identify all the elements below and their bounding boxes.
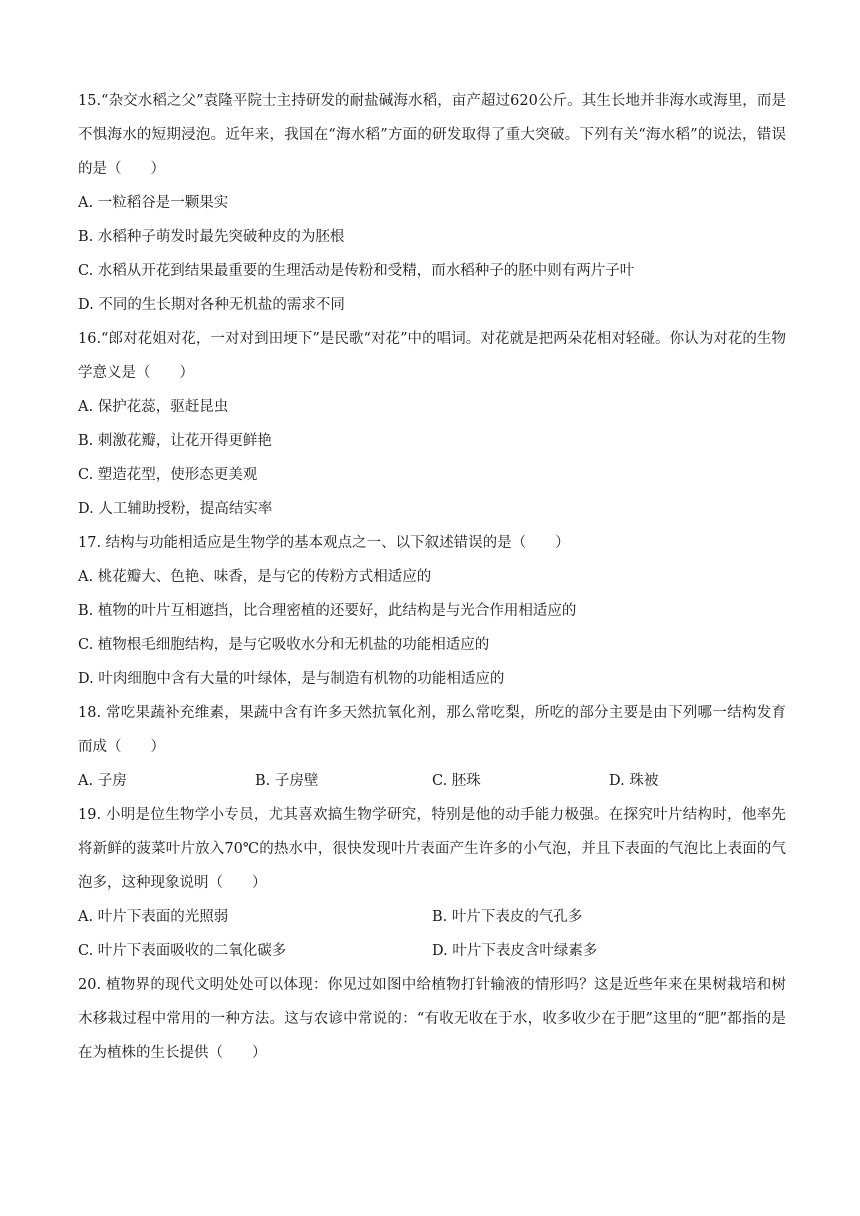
option-c: C. 水稻从开花到结果最重要的生理活动是传粉和受精，而水稻种子的胚中则有两片子叶: [78, 263, 635, 279]
option-d: D. 叶肉细胞中含有大量的叶绿体，是与制造有机物的功能相适应的: [78, 671, 505, 687]
options-row: [78, 764, 786, 798]
option-a: A. 保护花蕊，驱赶昆虫: [78, 399, 229, 415]
question-20: [78, 968, 786, 1070]
option-a: A. 桃花瓣大、色艳、味香，是与它的传粉方式相适应的: [78, 569, 432, 585]
option-d: D. 珠被: [609, 773, 659, 789]
question-stem: 15.“杂交水稻之父”袁隆平院士主持研发的耐盐碱海水稻，亩产超过620公斤。其生长地并非海水或海里，而是不惧海水的短期浸泡。近年来，我国在“海水稻”方面的研发取得了重大突破。下列有关“海水稻”的说法，错误的是（ ）: [78, 93, 786, 177]
option-b: B. 水稻种子萌发时最先突破种皮的为胚根: [78, 229, 345, 245]
question-15: [78, 84, 786, 322]
question-stem: 16.“郎对花姐对花，一对对到田埂下”是民歌“对花”中的唱词。对花就是把两朵花相对轻碰。你认为对花的生物学意义是（ ）: [78, 331, 786, 381]
option-a: A. 子房: [78, 773, 127, 789]
option-d: D. 人工辅助授粉，提高结实率: [78, 501, 273, 517]
question-18: [78, 696, 786, 798]
option-c: C. 叶片下表面吸收的二氧化碳多: [78, 943, 287, 959]
question-16: [78, 322, 786, 526]
option-c: C. 塑造花型，使形态更美观: [78, 467, 258, 483]
question-17: [78, 526, 786, 696]
option-c: C. 胚珠: [432, 773, 481, 789]
question-stem: 20. 植物界的现代文明处处可以体现：你见过如图中给植物打针输液的情形吗？这是近些年来在果树栽培和树木移栽过程中常用的一种方法。这与农谚中常说的：“有收无收在于水，收多收少在于肥”这里的“肥”都指的是在为植株的生长提供（ ）: [78, 977, 786, 1061]
option-c: C. 植物根毛细胞结构，是与它吸收水分和无机盐的功能相适应的: [78, 637, 490, 653]
question-stem: 19. 小明是位生物学小专员，尤其喜欢搞生物学研究，特别是他的动手能力极强。在探究叶片结构时，他率先将新鲜的菠菜叶片放入70℃的热水中，很快发现叶片表面产生许多的小气泡，并且下表面的气泡比上表面的气泡多，这种现象说明（ ）: [78, 807, 786, 891]
question-19: [78, 798, 786, 968]
exam-page: [78, 84, 786, 1070]
question-stem: 17. 结构与功能相适应是生物学的基本观点之一、以下叙述错误的是（ ）: [78, 535, 570, 551]
option-b: B. 子房壁: [255, 773, 319, 789]
question-stem: 18. 常吃果蔬补充维素，果蔬中含有许多天然抗氧化剂，那么常吃梨，所吃的部分主要是由下列哪一结构发育而成（ ）: [78, 705, 786, 755]
option-b: B. 刺激花瓣，让花开得更鲜艳: [78, 433, 272, 449]
option-a: A. 一粒稻谷是一颗果实: [78, 195, 229, 211]
options-row: [78, 900, 786, 934]
option-b: B. 叶片下表皮的气孔多: [432, 909, 583, 925]
options-row: [78, 934, 786, 968]
option-b: B. 植物的叶片互相遮挡，比合理密植的还要好，此结构是与光合作用相适应的: [78, 603, 577, 619]
option-a: A. 叶片下表面的光照弱: [78, 909, 229, 925]
option-d: D. 不同的生长期对各种无机盐的需求不同: [78, 297, 345, 313]
option-d: D. 叶片下表皮含叶绿素多: [432, 943, 598, 959]
